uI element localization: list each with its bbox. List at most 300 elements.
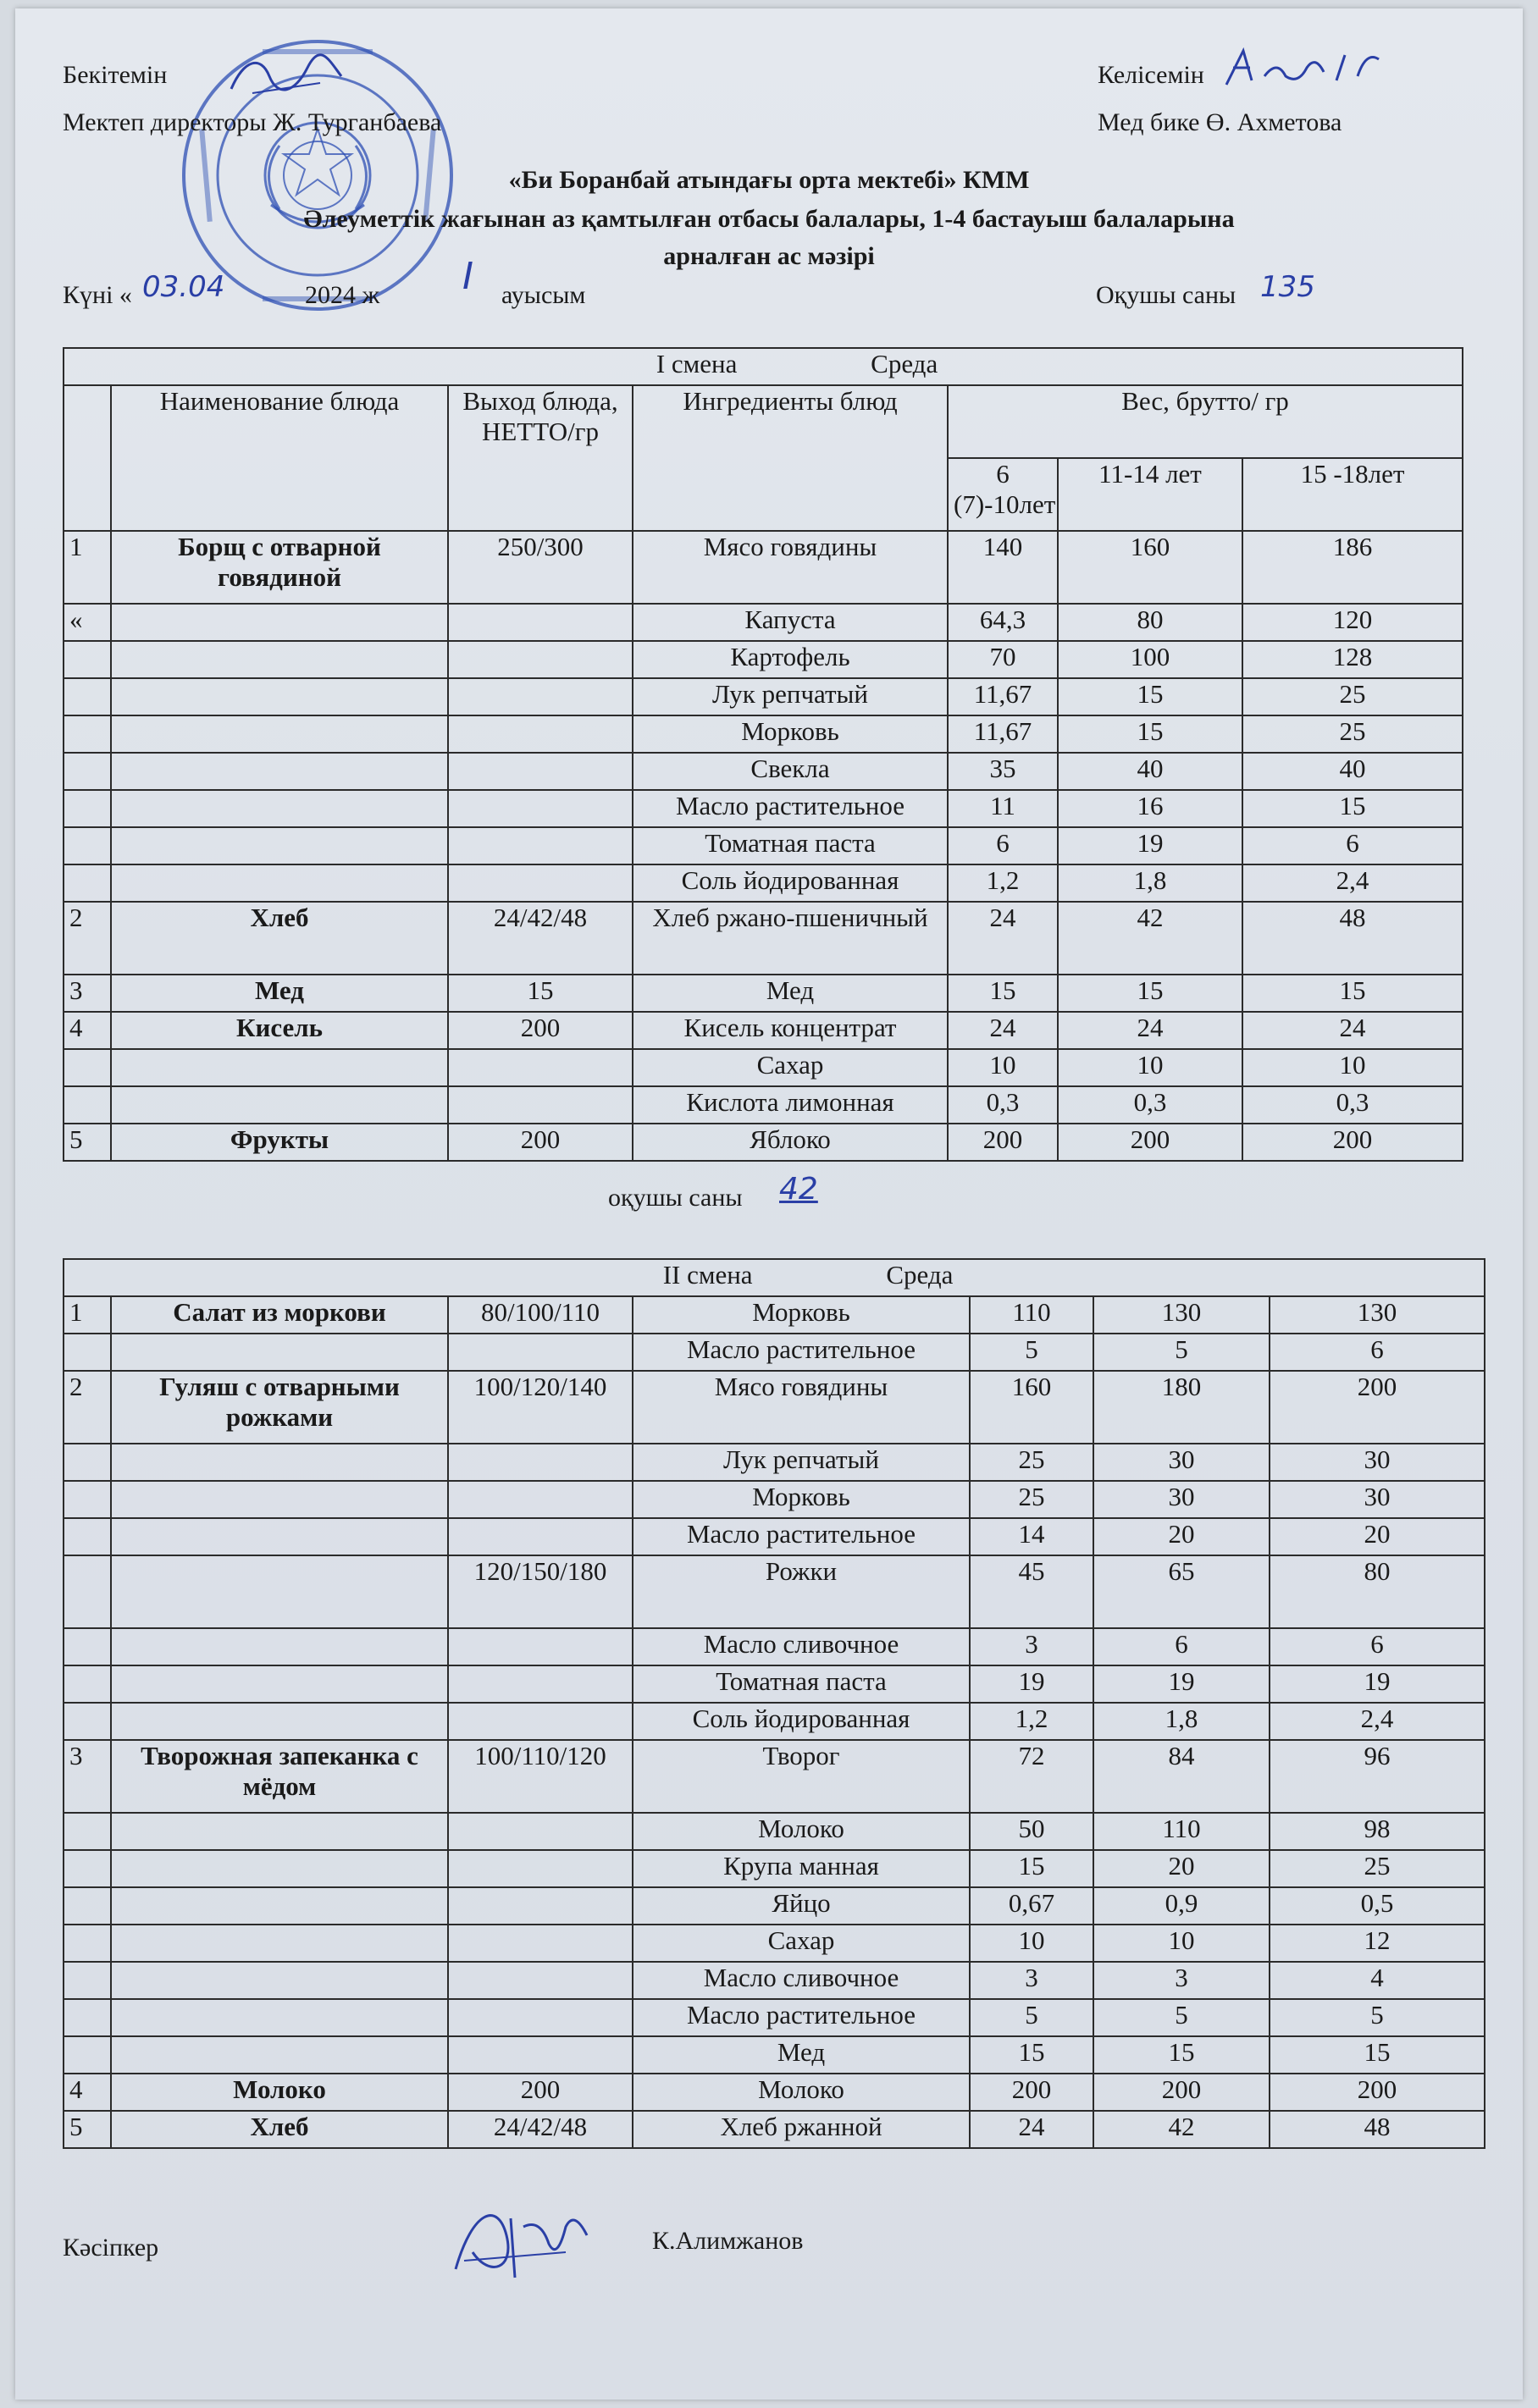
dish-name	[111, 1481, 448, 1518]
weight-age-6-10: 50	[970, 1813, 1093, 1850]
students-count-handwritten: 135	[1260, 270, 1315, 304]
shift2-students-handwritten: 42	[779, 1172, 818, 1207]
entrepreneur-label: Кәсіпкер	[63, 2234, 159, 2262]
weight-age-6-10: 200	[948, 1124, 1058, 1161]
dish-name	[111, 827, 448, 864]
ingredient-name: Кислота лимонная	[633, 1086, 948, 1124]
dish-name: Борщ с отварной говядиной	[111, 531, 448, 604]
students-label: Оқушы саны	[1096, 281, 1236, 309]
weight-age-6-10: 15	[970, 1850, 1093, 1887]
weight-age-6-10: 25	[970, 1444, 1093, 1481]
menu-row	[64, 678, 1463, 715]
dish-output	[448, 1999, 633, 2036]
weight-age-11-14: 20	[1093, 1850, 1270, 1887]
header-age-6-10: 6 (7)-10лет	[948, 458, 1058, 531]
dish-output: 15	[448, 975, 633, 1012]
weight-age-15-18: 5	[1270, 1999, 1485, 2036]
dish-output: 24/42/48	[448, 2111, 633, 2148]
date-handwritten: 03.04	[142, 270, 225, 304]
menu-row	[64, 864, 1463, 902]
row-number	[64, 1887, 111, 1925]
weight-age-11-14: 84	[1093, 1740, 1270, 1813]
dish-name	[111, 1887, 448, 1925]
dish-name: Хлеб	[111, 2111, 448, 2148]
row-number: 2	[64, 1371, 111, 1444]
nurse-line: Мед бике Ө. Ахметова	[1098, 108, 1342, 136]
menu-row	[64, 1703, 1485, 1740]
dish-output	[448, 604, 633, 641]
dish-output	[448, 1334, 633, 1371]
ingredient-name: Яйцо	[633, 1887, 970, 1925]
dish-output	[448, 1665, 633, 1703]
weight-age-15-18: 24	[1242, 1012, 1463, 1049]
dish-name: Салат из моркови	[111, 1296, 448, 1334]
dish-output: 200	[448, 2074, 633, 2111]
weight-age-11-14: 180	[1093, 1371, 1270, 1444]
weight-age-11-14: 15	[1058, 678, 1242, 715]
dish-output	[448, 1518, 633, 1555]
menu-row	[64, 1850, 1485, 1887]
date-year: 2024 ж	[305, 281, 380, 309]
dish-output	[448, 790, 633, 827]
menu-row	[64, 531, 1463, 604]
weight-age-6-10: 35	[948, 753, 1058, 790]
weight-age-11-14: 6	[1093, 1628, 1270, 1665]
dish-name	[111, 1086, 448, 1124]
weight-age-11-14: 42	[1093, 2111, 1270, 2148]
shift1-caption-shift: I смена	[656, 349, 738, 378]
dish-output	[448, 641, 633, 678]
weight-age-15-18: 200	[1270, 1371, 1485, 1444]
ingredient-name: Соль йодированная	[633, 864, 948, 902]
weight-age-11-14: 0,3	[1058, 1086, 1242, 1124]
row-number	[64, 1999, 111, 2036]
menu-row	[64, 1086, 1463, 1124]
weight-age-11-14: 40	[1058, 753, 1242, 790]
dish-output	[448, 1481, 633, 1518]
menu-subtitle-line1: Әлеуметтік жағынан аз қамтылған отбасы балалары, 1-4 бастауыш балаларына	[303, 205, 1235, 233]
dish-name: Хлеб	[111, 902, 448, 975]
weight-age-6-10: 5	[970, 1999, 1093, 2036]
menu-row	[64, 1925, 1485, 1962]
ingredient-name: Масло растительное	[633, 1518, 970, 1555]
weight-age-11-14: 15	[1093, 2036, 1270, 2074]
dish-output	[448, 1813, 633, 1850]
dish-name	[111, 641, 448, 678]
weight-age-15-18: 15	[1270, 2036, 1485, 2074]
row-number	[64, 1049, 111, 1086]
ingredient-name: Мясо говядины	[633, 1371, 970, 1444]
dish-name	[111, 2036, 448, 2074]
dish-name: Мед	[111, 975, 448, 1012]
weight-age-15-18: 30	[1270, 1481, 1485, 1518]
menu-row	[64, 2036, 1485, 2074]
menu-row	[64, 902, 1463, 975]
dish-output: 24/42/48	[448, 902, 633, 975]
weight-age-11-14: 30	[1093, 1481, 1270, 1518]
menu-row	[64, 1887, 1485, 1925]
dish-output: 100/110/120	[448, 1740, 633, 1813]
weight-age-6-10: 160	[970, 1371, 1093, 1444]
weight-age-11-14: 19	[1058, 827, 1242, 864]
shift2-caption-day: Среда	[886, 1260, 954, 1290]
menu-row	[64, 1999, 1485, 2036]
shift2-menu-table	[63, 1258, 1485, 2149]
weight-age-15-18: 40	[1242, 753, 1463, 790]
shift-handwritten: I	[462, 255, 473, 298]
dish-name	[111, 1999, 448, 2036]
weight-age-15-18: 128	[1242, 641, 1463, 678]
menu-row	[64, 1740, 1485, 1813]
weight-age-15-18: 2,4	[1270, 1703, 1485, 1740]
weight-age-15-18: 25	[1242, 678, 1463, 715]
ingredient-name: Масло сливочное	[633, 1962, 970, 1999]
weight-age-6-10: 45	[970, 1555, 1093, 1628]
weight-age-6-10: 0,67	[970, 1887, 1093, 1925]
weight-age-15-18: 6	[1242, 827, 1463, 864]
weight-age-6-10: 72	[970, 1740, 1093, 1813]
dish-name: Фрукты	[111, 1124, 448, 1161]
dish-output	[448, 827, 633, 864]
header-dish-name: Наименование блюда	[111, 385, 448, 531]
menu-row	[64, 1962, 1485, 1999]
weight-age-15-18: 48	[1270, 2111, 1485, 2148]
header-weight: Вес, брутто/ гр	[948, 385, 1463, 458]
dish-name: Кисель	[111, 1012, 448, 1049]
menu-row	[64, 641, 1463, 678]
weight-age-6-10: 10	[948, 1049, 1058, 1086]
row-number: 3	[64, 975, 111, 1012]
menu-subtitle-line2: арналған ас мәзірі	[663, 242, 875, 270]
school-name: «Би Боранбай атындағы орта мектебі» КММ	[508, 166, 1030, 194]
weight-age-15-18: 80	[1270, 1555, 1485, 1628]
ingredient-name: Томатная паста	[633, 827, 948, 864]
dish-name	[111, 1962, 448, 1999]
weight-age-11-14: 1,8	[1093, 1703, 1270, 1740]
ingredient-name: Свекла	[633, 753, 948, 790]
ingredient-name: Творог	[633, 1740, 970, 1813]
weight-age-11-14: 65	[1093, 1555, 1270, 1628]
shift1-caption-day: Среда	[871, 349, 938, 378]
weight-age-6-10: 64,3	[948, 604, 1058, 641]
weight-age-6-10: 24	[970, 2111, 1093, 2148]
menu-row	[64, 1813, 1485, 1850]
dish-output	[448, 678, 633, 715]
ingredient-name: Масло растительное	[633, 1999, 970, 2036]
dish-name	[111, 678, 448, 715]
dish-name	[111, 604, 448, 641]
weight-age-6-10: 14	[970, 1518, 1093, 1555]
ingredient-name: Морковь	[633, 1481, 970, 1518]
weight-age-6-10: 10	[970, 1925, 1093, 1962]
menu-row	[64, 1371, 1485, 1444]
weight-age-11-14: 0,9	[1093, 1887, 1270, 1925]
ingredient-name: Масло растительное	[633, 1334, 970, 1371]
weight-age-11-14: 24	[1058, 1012, 1242, 1049]
weight-age-15-18: 98	[1270, 1813, 1485, 1850]
weight-age-11-14: 200	[1058, 1124, 1242, 1161]
weight-age-11-14: 16	[1058, 790, 1242, 827]
header-output: Выход блюда, НЕТТО/гр	[448, 385, 633, 531]
weight-age-6-10: 25	[970, 1481, 1093, 1518]
ingredient-name: Масло сливочное	[633, 1628, 970, 1665]
shift2-caption	[64, 1259, 1485, 1296]
dish-output: 200	[448, 1124, 633, 1161]
dish-output: 250/300	[448, 531, 633, 604]
weight-age-6-10: 6	[948, 827, 1058, 864]
agree-label: Келісемін	[1098, 61, 1204, 89]
dish-output	[448, 2036, 633, 2074]
ingredient-name: Хлеб ржанной	[633, 2111, 970, 2148]
menu-row	[64, 604, 1463, 641]
weight-age-11-14: 110	[1093, 1813, 1270, 1850]
row-number: «	[64, 604, 111, 641]
weight-age-6-10: 140	[948, 531, 1058, 604]
weight-age-15-18: 12	[1270, 1925, 1485, 1962]
weight-age-11-14: 10	[1058, 1049, 1242, 1086]
dish-name	[111, 1628, 448, 1665]
weight-age-15-18: 20	[1270, 1518, 1485, 1555]
row-number	[64, 827, 111, 864]
row-number	[64, 1813, 111, 1850]
weight-age-6-10: 11,67	[948, 715, 1058, 753]
weight-age-15-18: 10	[1242, 1049, 1463, 1086]
row-number	[64, 1665, 111, 1703]
ingredient-name: Сахар	[633, 1049, 948, 1086]
weight-age-6-10: 0,3	[948, 1086, 1058, 1124]
dish-output	[448, 753, 633, 790]
menu-row	[64, 1555, 1485, 1628]
menu-row	[64, 2074, 1485, 2111]
header-age-15-18: 15 -18лет	[1242, 458, 1463, 531]
weight-age-6-10: 24	[948, 902, 1058, 975]
row-number	[64, 1334, 111, 1371]
menu-row	[64, 1296, 1485, 1334]
ingredient-name: Мед	[633, 2036, 970, 2074]
shift2-caption-shift: II смена	[662, 1260, 753, 1290]
menu-row	[64, 790, 1463, 827]
ingredient-name: Молоко	[633, 2074, 970, 2111]
director-signature	[227, 51, 346, 102]
dish-output	[448, 1703, 633, 1740]
nurse-signature	[1218, 42, 1387, 93]
row-number	[64, 678, 111, 715]
row-number	[64, 641, 111, 678]
dish-output	[448, 1628, 633, 1665]
document-page	[15, 8, 1523, 2400]
menu-row	[64, 2111, 1485, 2148]
dish-output	[448, 1925, 633, 1962]
dish-name: Творожная запеканка с мёдом	[111, 1740, 448, 1813]
row-number: 4	[64, 1012, 111, 1049]
dish-output	[448, 715, 633, 753]
date-prefix: Күні «	[63, 281, 132, 309]
dish-output: 120/150/180	[448, 1555, 633, 1628]
ingredient-name: Яблоко	[633, 1124, 948, 1161]
weight-age-6-10: 11	[948, 790, 1058, 827]
menu-row	[64, 1518, 1485, 1555]
header-ingredients: Ингредиенты блюд	[633, 385, 948, 531]
dish-name	[111, 715, 448, 753]
ingredient-name: Лук репчатый	[633, 1444, 970, 1481]
weight-age-11-14: 1,8	[1058, 864, 1242, 902]
approve-label: Бекітемін	[63, 61, 168, 89]
dish-output: 200	[448, 1012, 633, 1049]
dish-name	[111, 1334, 448, 1371]
ingredient-name: Морковь	[633, 715, 948, 753]
weight-age-15-18: 6	[1270, 1334, 1485, 1371]
weight-age-15-18: 6	[1270, 1628, 1485, 1665]
dish-name	[111, 864, 448, 902]
row-number: 1	[64, 1296, 111, 1334]
row-number	[64, 1962, 111, 1999]
menu-row	[64, 1012, 1463, 1049]
header-number-cell	[64, 385, 111, 531]
menu-row	[64, 753, 1463, 790]
dish-name	[111, 790, 448, 827]
weight-age-6-10: 3	[970, 1962, 1093, 1999]
weight-age-15-18: 25	[1242, 715, 1463, 753]
weight-age-11-14: 200	[1093, 2074, 1270, 2111]
row-number	[64, 715, 111, 753]
row-number: 3	[64, 1740, 111, 1813]
weight-age-15-18: 25	[1270, 1850, 1485, 1887]
ingredient-name: Крупа манная	[633, 1850, 970, 1887]
dish-output: 80/100/110	[448, 1296, 633, 1334]
ingredient-name: Капуста	[633, 604, 948, 641]
menu-row	[64, 715, 1463, 753]
ingredient-name: Молоко	[633, 1813, 970, 1850]
menu-row	[64, 1334, 1485, 1371]
row-number	[64, 2036, 111, 2074]
dish-name	[111, 1049, 448, 1086]
weight-age-6-10: 5	[970, 1334, 1093, 1371]
director-line: Мектеп директоры Ж. Турганбаева	[63, 108, 442, 136]
weight-age-6-10: 70	[948, 641, 1058, 678]
row-number: 5	[64, 1124, 111, 1161]
weight-age-15-18: 200	[1270, 2074, 1485, 2111]
weight-age-6-10: 1,2	[948, 864, 1058, 902]
weight-age-6-10: 24	[948, 1012, 1058, 1049]
dish-name	[111, 1703, 448, 1740]
row-number: 5	[64, 2111, 111, 2148]
menu-row	[64, 1665, 1485, 1703]
dish-name: Гуляш с отварными рожками	[111, 1371, 448, 1444]
weight-age-11-14: 10	[1093, 1925, 1270, 1962]
dish-name	[111, 1444, 448, 1481]
weight-age-6-10: 1,2	[970, 1703, 1093, 1740]
row-number	[64, 1518, 111, 1555]
ingredient-name: Масло растительное	[633, 790, 948, 827]
dish-output	[448, 1086, 633, 1124]
menu-row	[64, 1124, 1463, 1161]
weight-age-11-14: 80	[1058, 604, 1242, 641]
weight-age-6-10: 11,67	[948, 678, 1058, 715]
ingredient-name: Лук репчатый	[633, 678, 948, 715]
ingredient-name: Кисель концентрат	[633, 1012, 948, 1049]
ingredient-name: Соль йодированная	[633, 1703, 970, 1740]
row-number	[64, 790, 111, 827]
ingredient-name: Сахар	[633, 1925, 970, 1962]
dish-output	[448, 1049, 633, 1086]
weight-age-15-18: 96	[1270, 1740, 1485, 1813]
row-number: 2	[64, 902, 111, 975]
row-number	[64, 1444, 111, 1481]
weight-age-11-14: 5	[1093, 1334, 1270, 1371]
weight-age-15-18: 48	[1242, 902, 1463, 975]
weight-age-15-18: 19	[1270, 1665, 1485, 1703]
weight-age-6-10: 110	[970, 1296, 1093, 1334]
dish-name	[111, 1925, 448, 1962]
dish-output	[448, 864, 633, 902]
shift-label: ауысым	[501, 281, 586, 309]
weight-age-11-14: 42	[1058, 902, 1242, 975]
dish-name	[111, 1555, 448, 1628]
menu-row	[64, 1628, 1485, 1665]
row-number	[64, 753, 111, 790]
dish-name: Молоко	[111, 2074, 448, 2111]
menu-row	[64, 1481, 1485, 1518]
row-number	[64, 1481, 111, 1518]
row-number	[64, 1086, 111, 1124]
weight-age-15-18: 130	[1270, 1296, 1485, 1334]
dish-name	[111, 1665, 448, 1703]
shift1-header-row	[64, 385, 1463, 458]
row-number	[64, 1555, 111, 1628]
dish-output: 100/120/140	[448, 1371, 633, 1444]
row-number: 4	[64, 2074, 111, 2111]
weight-age-11-14: 100	[1058, 641, 1242, 678]
weight-age-11-14: 3	[1093, 1962, 1270, 1999]
weight-age-15-18: 0,5	[1270, 1887, 1485, 1925]
weight-age-15-18: 0,3	[1242, 1086, 1463, 1124]
entrepreneur-signature	[439, 2193, 608, 2286]
menu-row	[64, 1444, 1485, 1481]
weight-age-11-14: 5	[1093, 1999, 1270, 2036]
menu-row	[64, 1049, 1463, 1086]
dish-name	[111, 753, 448, 790]
shift1-menu-table	[63, 347, 1463, 1162]
dish-name	[111, 1518, 448, 1555]
dish-output	[448, 1444, 633, 1481]
shift1-caption	[64, 348, 1463, 385]
dish-name	[111, 1850, 448, 1887]
weight-age-15-18: 120	[1242, 604, 1463, 641]
shift1-caption-row	[64, 348, 1463, 385]
weight-age-15-18: 30	[1270, 1444, 1485, 1481]
dish-output	[448, 1962, 633, 1999]
shift2-caption-row	[64, 1259, 1485, 1296]
weight-age-15-18: 200	[1242, 1124, 1463, 1161]
weight-age-15-18: 4	[1270, 1962, 1485, 1999]
row-number	[64, 1925, 111, 1962]
weight-age-6-10: 15	[948, 975, 1058, 1012]
dish-name	[111, 1813, 448, 1850]
ingredient-name: Картофель	[633, 641, 948, 678]
menu-row	[64, 827, 1463, 864]
ingredient-name: Мед	[633, 975, 948, 1012]
weight-age-6-10: 19	[970, 1665, 1093, 1703]
weight-age-6-10: 15	[970, 2036, 1093, 2074]
ingredient-name: Хлеб ржано-пшеничный	[633, 902, 948, 975]
weight-age-11-14: 30	[1093, 1444, 1270, 1481]
entrepreneur-name: К.Алимжанов	[652, 2227, 804, 2255]
row-number: 1	[64, 531, 111, 604]
ingredient-name: Морковь	[633, 1296, 970, 1334]
row-number	[64, 1628, 111, 1665]
weight-age-11-14: 160	[1058, 531, 1242, 604]
ingredient-name: Рожки	[633, 1555, 970, 1628]
